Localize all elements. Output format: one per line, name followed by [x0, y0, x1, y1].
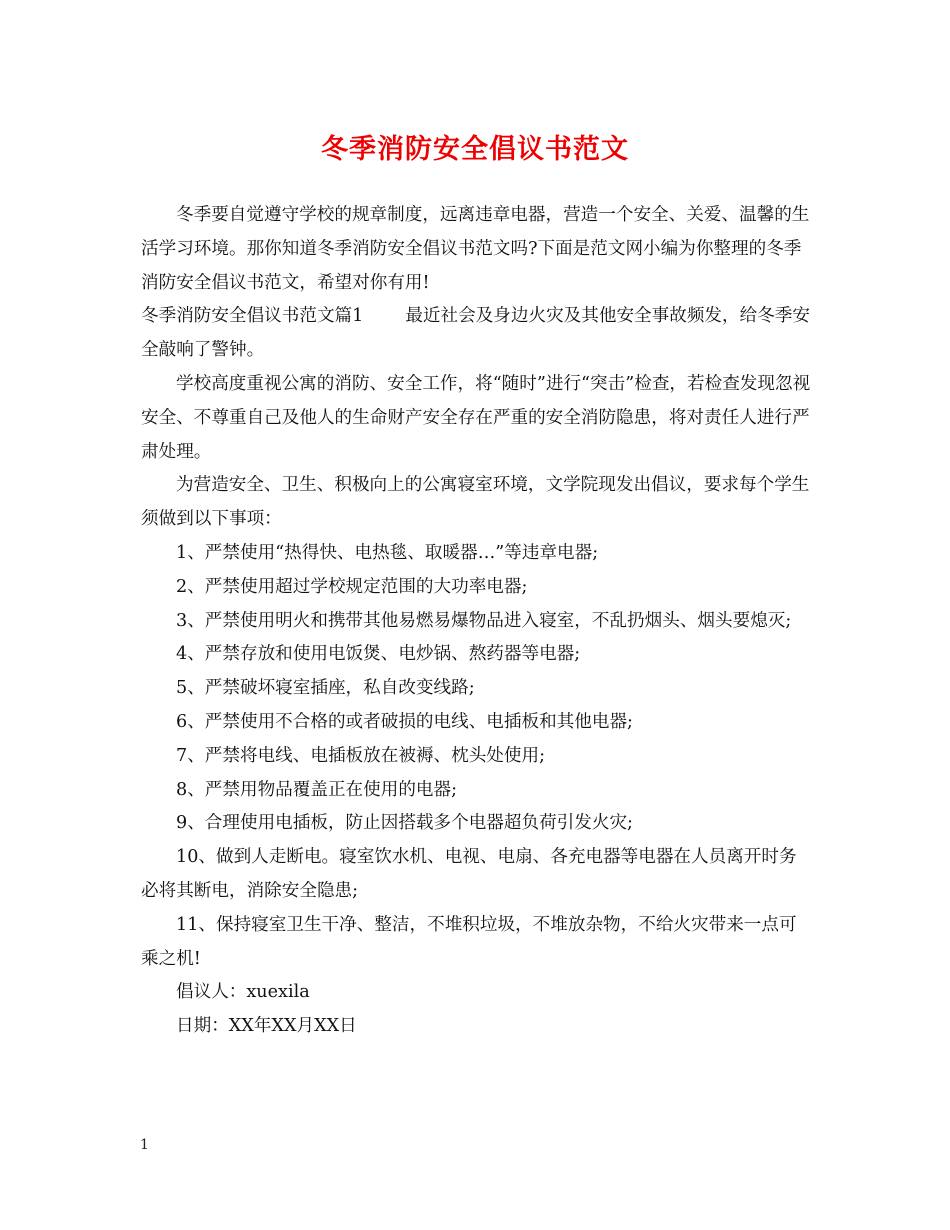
- list-item: 8、严禁用物品覆盖正在使用的电器;: [176, 779, 458, 800]
- initiator-line: 倡议人：xuexila: [176, 982, 310, 1003]
- document-title: 冬季消防安全倡议书范文: [321, 134, 629, 165]
- list-item: 9、合理使用电插板，防止因搭载多个电器超负荷引发火灾;: [176, 813, 633, 834]
- document-body: [141, 199, 812, 1044]
- page-number: 1: [140, 1137, 149, 1153]
- list-item: 11、保持寝室卫生干净、整洁，不堆积垃圾，不堆放杂物，不给火灾带来一点可乘之机!: [141, 914, 797, 969]
- list-item: 7、严禁将电线、电插板放在被褥、枕头处使用;: [176, 745, 545, 766]
- list-item: 10、做到人走断电。寝室饮水机、电视、电扇、各充电器等电器在人员离开时务必将其断电，消除安全隐患;: [141, 847, 797, 901]
- school-paragraph: 学校高度重视公寓的消防、安全工作，将“随时”进行“突击”检查，若检查发现忽视安全、不尊重自己及他人的生命财产安全存在严重的安全消防隐患，将对责任人进行严肃处理。: [141, 373, 811, 462]
- intro-paragraph: 冬季要自觉遵守学校的规章制度，远离违章电器，营造一个安全、关爱、温馨的生活学习环境。那你知道冬季消防安全倡议书范文吗?下面是范文网小编为你整理的冬季消防安全倡议书范文，希望对你有用!: [141, 205, 810, 293]
- list-item: 1、严禁使用“热得快、电热毯、取暖器…”等违章电器;: [176, 542, 599, 563]
- section-heading: 冬季消防安全倡议书范文篇1: [141, 306, 364, 327]
- section-first-text: 最近社会及身边火灾及其他安全事故频发，给冬季安全敲响了警钟。: [141, 306, 810, 361]
- list-item: 6、严禁使用不合格的或者破损的电线、电插板和其他电器;: [176, 711, 633, 732]
- list-item: 5、严禁破坏寝室插座，私自改变线路;: [176, 678, 475, 699]
- section-paragraph: [141, 300, 812, 368]
- call-paragraph: 为营造安全、卫生、积极向上的公寓寝室环境，文学院现发出倡议，要求每个学生须做到以下事项：: [141, 475, 810, 530]
- date-line: 日期：XX年XX月XX日: [176, 1016, 357, 1037]
- list-item: 4、严禁存放和使用电饭煲、电炒锅、熬药器等电器;: [176, 644, 581, 665]
- list-item: 3、严禁使用明火和携带其他易燃易爆物品进入寝室，不乱扔烟头、烟头要熄灭;: [176, 610, 792, 631]
- list-item: 2、严禁使用超过学校规定范围的大功率电器;: [176, 576, 528, 597]
